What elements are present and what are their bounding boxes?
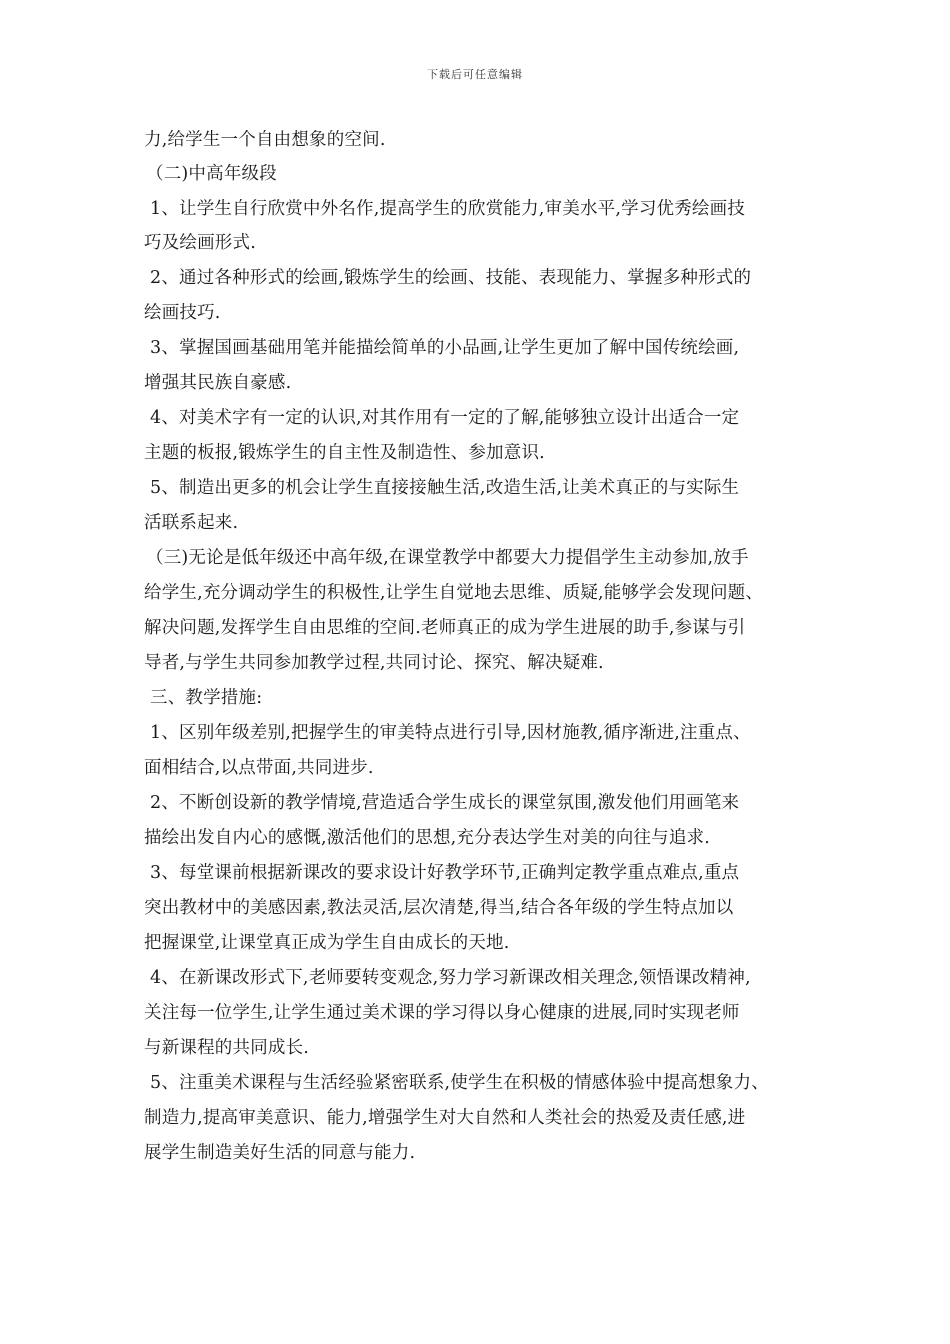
text-line: 力,给学生一个自由想象的空间. [144, 130, 386, 150]
text-line: 与新课程的共同成长. [144, 1038, 310, 1058]
text-line: 把握课堂,让课堂真正成为学生自由成长的天地. [144, 933, 510, 953]
text-line: 描绘出发自内心的感慨,激活他们的思想,充分表达学生对美的向往与追求. [144, 828, 710, 848]
text-line: 增强其民族自豪感. [144, 373, 292, 393]
text-line: （三)无论是低年级还中高年级,在课堂教学中都要大力提倡学生主动参加,放手 [146, 548, 749, 568]
text-line: 给学生,充分调动学生的积极性,让学生自觉地去思维、质疑,能够学会发现问题、 [144, 583, 764, 603]
text-line: 4、对美术字有一定的认识,对其作用有一定的了解,能够独立设计出适合一定 [150, 408, 740, 428]
text-line: 关注每一位学生,让学生通过美术课的学习得以身心健康的进展,同时实现老师 [144, 1003, 740, 1023]
text-line: 1、区别年级差别,把握学生的审美特点进行引导,因材施教,循序渐进,注重点、 [150, 723, 751, 743]
page-header: 下载后可任意编辑 [427, 68, 523, 81]
text-line: （二)中高年级段 [146, 164, 277, 184]
text-line: 2、不断创设新的教学情境,营造适合学生成长的课堂氛围,激发他们用画笔来 [150, 793, 740, 813]
text-line: 主题的板报,锻炼学生的自主性及制造性、参加意识. [144, 443, 545, 463]
text-line: 突出教材中的美感因素,教法灵活,层次清楚,得当,结合各年级的学生特点加以 [144, 898, 734, 918]
text-line: 绘画技巧. [144, 303, 221, 323]
text-line: 5、制造出更多的机会让学生直接接触生活,改造生活,让美术真正的与实际生 [150, 478, 740, 498]
text-line: 4、在新课改形式下,老师要转变观念,努力学习新课改相关理念,领悟课改精神, [150, 968, 751, 988]
text-line: 巧及绘画形式. [144, 233, 256, 253]
section-heading: 三、教学措施: [150, 688, 263, 708]
text-line: 面相结合,以点带面,共同进步. [144, 758, 374, 778]
text-line: 5、注重美术课程与生活经验紧密联系,使学生在积极的情感体验中提高想象力、 [150, 1073, 769, 1093]
text-line: 2、通过各种形式的绘画,锻炼学生的绘画、技能、表现能力、掌握多种形式的 [150, 268, 752, 288]
text-line: 3、掌握国画基础用笔并能描绘简单的小品画,让学生更加了解中国传统绘画, [150, 338, 740, 358]
text-line: 1、让学生自行欣赏中外名作,提高学生的欣赏能力,审美水平,学习优秀绘画技 [150, 199, 746, 219]
text-line: 导者,与学生共同参加教学过程,共同讨论、探究、解决疑难. [144, 653, 604, 673]
text-line: 3、每堂课前根据新课改的要求设计好教学环节,正确判定教学重点难点,重点 [150, 863, 740, 883]
text-line: 制造力,提高审美意识、能力,增强学生对大自然和人类社会的热爱及责任感,进 [144, 1108, 746, 1128]
text-line: 活联系起来. [144, 513, 239, 533]
text-line: 解决问题,发挥学生自由思维的空间.老师真正的成为学生进展的助手,参谋与引 [144, 618, 746, 638]
text-line: 展学生制造美好生活的同意与能力. [144, 1143, 416, 1163]
